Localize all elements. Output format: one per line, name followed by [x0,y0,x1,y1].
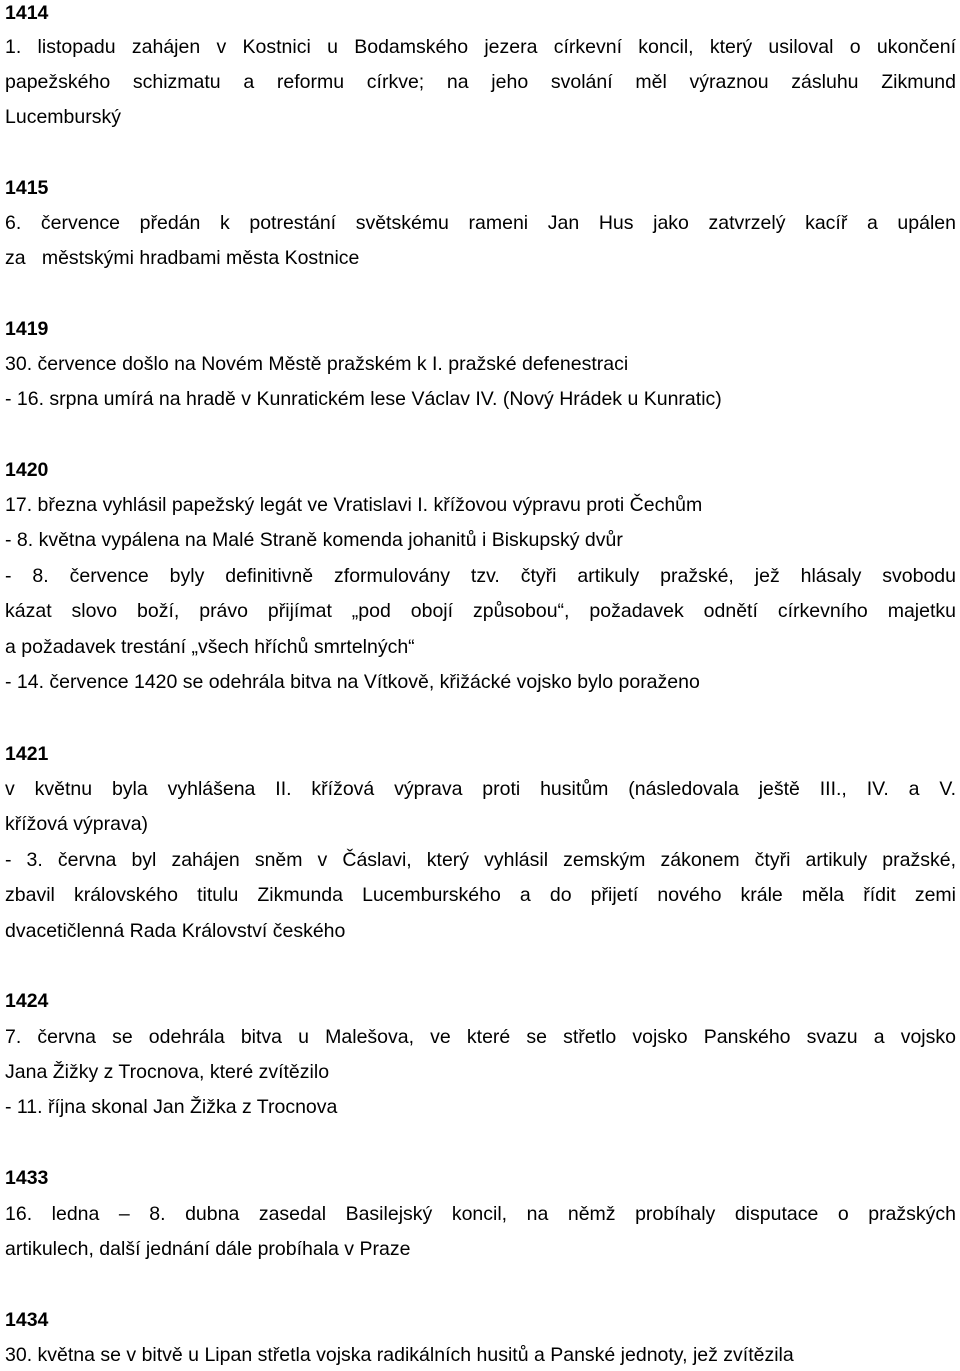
text-line: - 8. července byly definitivně zformulovány tzv. čtyři artikuly pražské, jež hlásaly svobodu [5,565,956,587]
text-line: křížová výprava) [5,813,149,835]
text-line: 1. listopadu zahájen v Kostnici u Bodamského jezera církevní koncil, který usiloval o ukončení [5,36,956,58]
text-line: 6. července předán k potrestání světskému rameni Jan Hus jako zatvrzelý kacíř a upálen [5,212,956,234]
text-line: 17. března vyhlásil papežský legát ve Vratislavi I. křížovou výpravu proti Čechům [5,494,703,516]
year-heading: 1434 [5,1309,49,1331]
text-line: kázat slovo boží, právo přijímat „pod obojí způsobou“, požadavek odnětí církevního majetku [5,600,956,622]
text-line: - 8. května vypálena na Malé Straně komenda johanitů i Biskupský dvůr [5,529,623,551]
text-line: Lucemburský [5,106,121,128]
text-line: - 3. června byl zahájen sněm v Čáslavi, který vyhlásil zemským zákonem čtyři artikuly pražské, [5,849,956,871]
year-heading: 1433 [5,1167,49,1189]
text-line: zbavil královského titulu Zikmunda Lucemburského a do přijetí nového krále měla řídit zemi [5,884,956,906]
text-line: Jana Žižky z Trocnova, které zvítězilo [5,1061,330,1083]
text-line: artikulech, další jednání dále probíhala v Praze [5,1238,411,1260]
text-line: - 16. srpna umírá na hradě v Kunratickém lese Václav IV. (Nový Hrádek u Kunratic) [5,388,722,410]
text-line: za městskými hradbami města Kostnice [5,247,360,269]
text-line: - 14. července 1420 se odehrála bitva na Vítkově, křižácké vojsko bylo poraženo [5,671,700,693]
year-heading: 1421 [5,743,49,765]
text-line: 16. ledna – 8. dubna zasedal Basilejský koncil, na němž probíhaly disputace o pražských [5,1203,956,1225]
year-heading: 1424 [5,990,49,1012]
text-line: a požadavek trestání „všech hříchů smrtelných“ [5,636,415,658]
text-line: v květnu byla vyhlášena II. křížová výprava proti husitům (následovala ještě III., IV. a V. [5,778,956,800]
year-heading: 1419 [5,318,49,340]
text-line: 30. května se v bitvě u Lipan střetla vojska radikálních husitů a Panské jednoty, jež zvítězila [5,1344,794,1366]
text-line: papežského schizmatu a reformu církve; na jeho svolání měl výraznou zásluhu Zikmund [5,71,956,93]
text-line: 30. července došlo na Novém Městě pražském k I. pražské defenestraci [5,353,629,375]
year-heading: 1415 [5,177,49,199]
year-heading: 1420 [5,459,49,481]
year-heading: 1414 [5,2,49,24]
text-line: - 11. října skonal Jan Žižka z Trocnova [5,1096,338,1118]
text-line: 7. června se odehrála bitva u Malešova, ve které se střetlo vojsko Panského svazu a vojsko [5,1026,956,1048]
text-line: dvacetičlenná Rada Království českého [5,920,346,942]
